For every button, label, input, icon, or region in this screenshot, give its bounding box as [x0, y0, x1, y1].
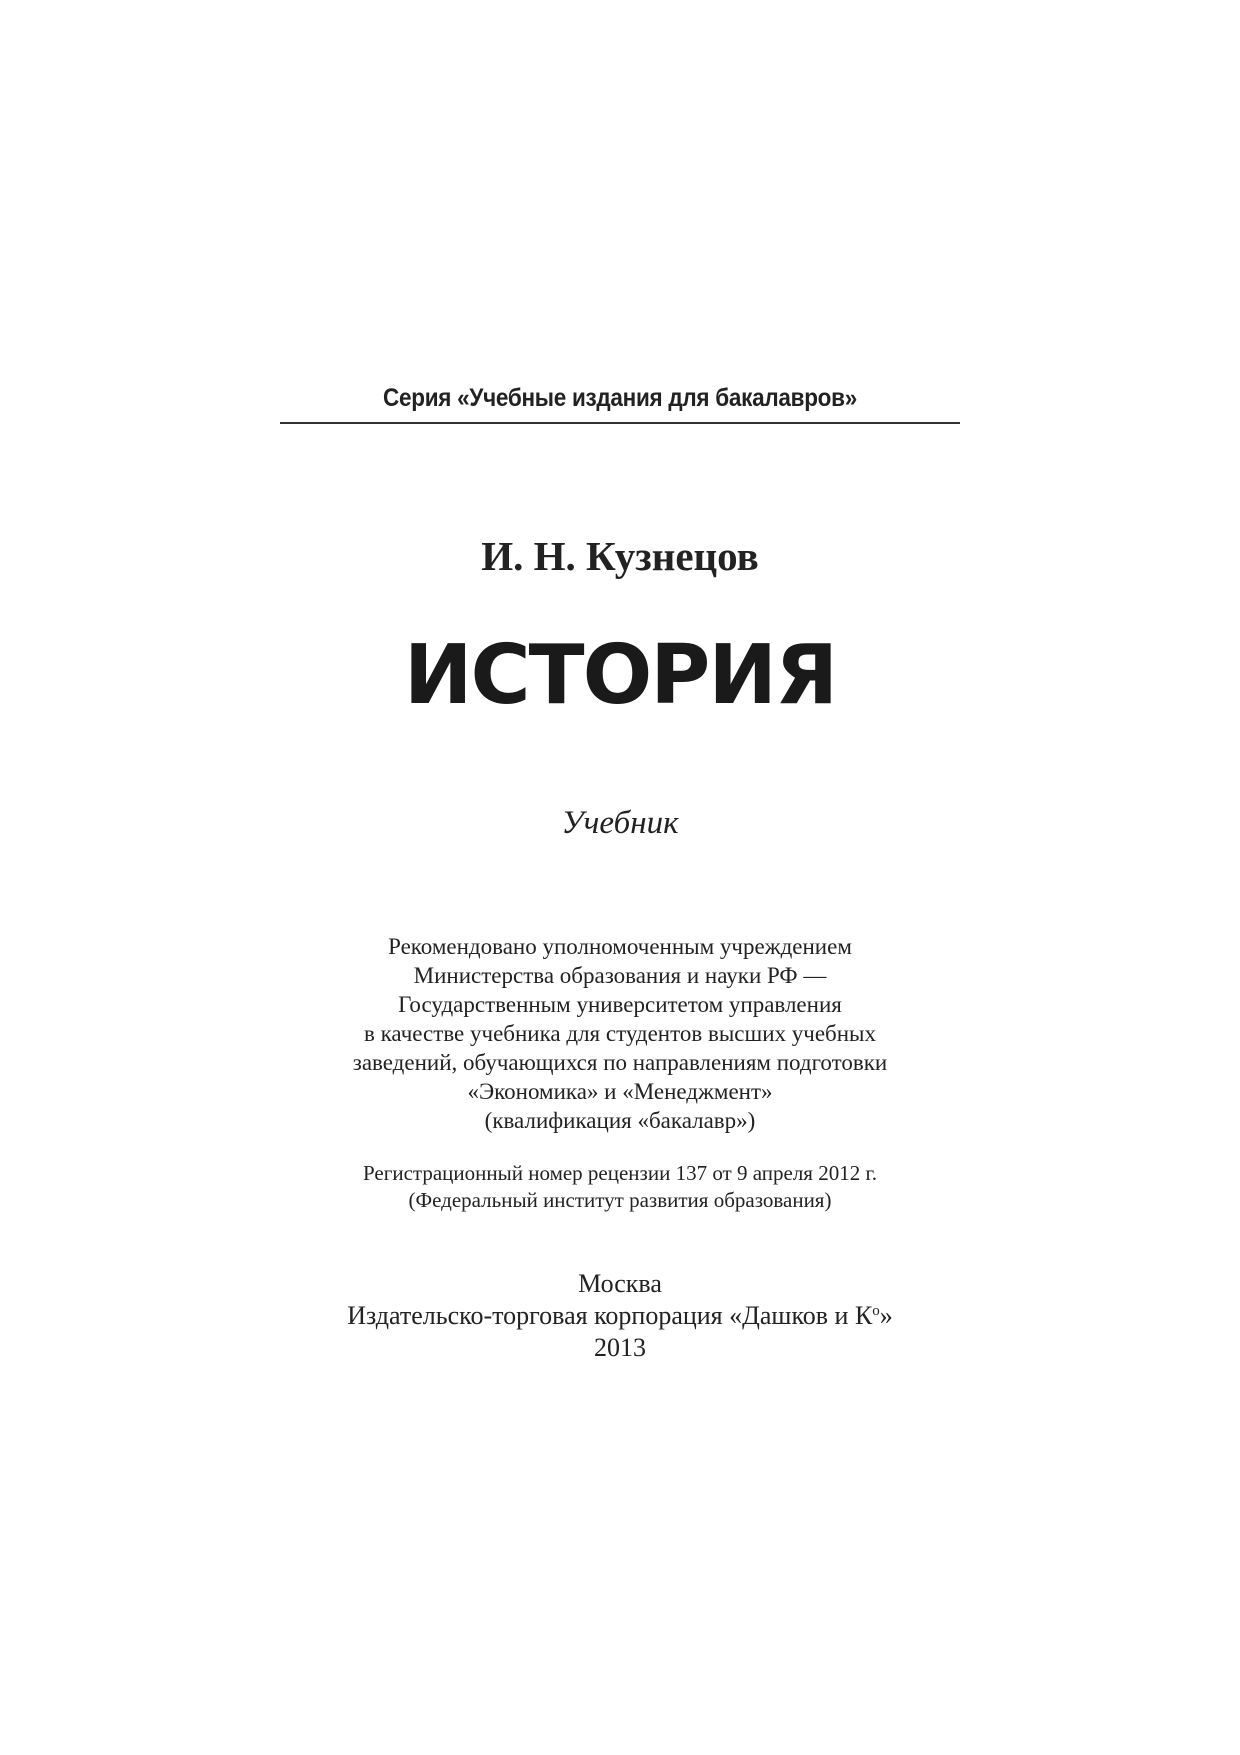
imprint-block	[0, 1268, 1240, 1364]
recommendation-line: Министерства образования и науки РФ —	[413, 963, 827, 988]
recommendation-line: Рекомендовано уполномоченным учреждением	[388, 934, 852, 959]
registration-line: Регистрационный номер рецензии 137 от 9 апреля 2012 г.	[363, 1161, 877, 1185]
imprint-year: 2013	[594, 1333, 646, 1362]
series-heading: Серия «Учебные издания для бакалавров»	[383, 384, 857, 412]
publisher-superscript: о	[872, 1303, 880, 1319]
book-title: ИСТОРИЯ	[403, 628, 837, 723]
registration-block	[0, 1160, 1240, 1214]
registration-line: (Федеральный институт развития образования)	[408, 1188, 832, 1212]
author-name: И. Н. Кузнецов	[481, 533, 759, 579]
imprint-publisher	[0, 1300, 1240, 1332]
publisher-name: Издательско-торговая корпорация «Дашков и К	[347, 1301, 873, 1330]
series-divider	[280, 422, 960, 424]
recommendation-line: (квалификация «бакалавр»)	[484, 1108, 756, 1133]
recommendation-line: Государственным университетом управления	[398, 992, 842, 1017]
publisher-closing-quote: »	[879, 1301, 893, 1330]
recommendation-block	[0, 932, 1240, 1135]
recommendation-line: в качестве учебника для студентов высших учебных	[363, 1021, 877, 1046]
book-type: Учебник	[561, 805, 679, 841]
recommendation-line: заведений, обучающихся по направлениям подготовки	[352, 1050, 888, 1075]
recommendation-line: «Экономика» и «Менеджмент»	[467, 1079, 773, 1104]
imprint-city: Москва	[578, 1269, 662, 1298]
